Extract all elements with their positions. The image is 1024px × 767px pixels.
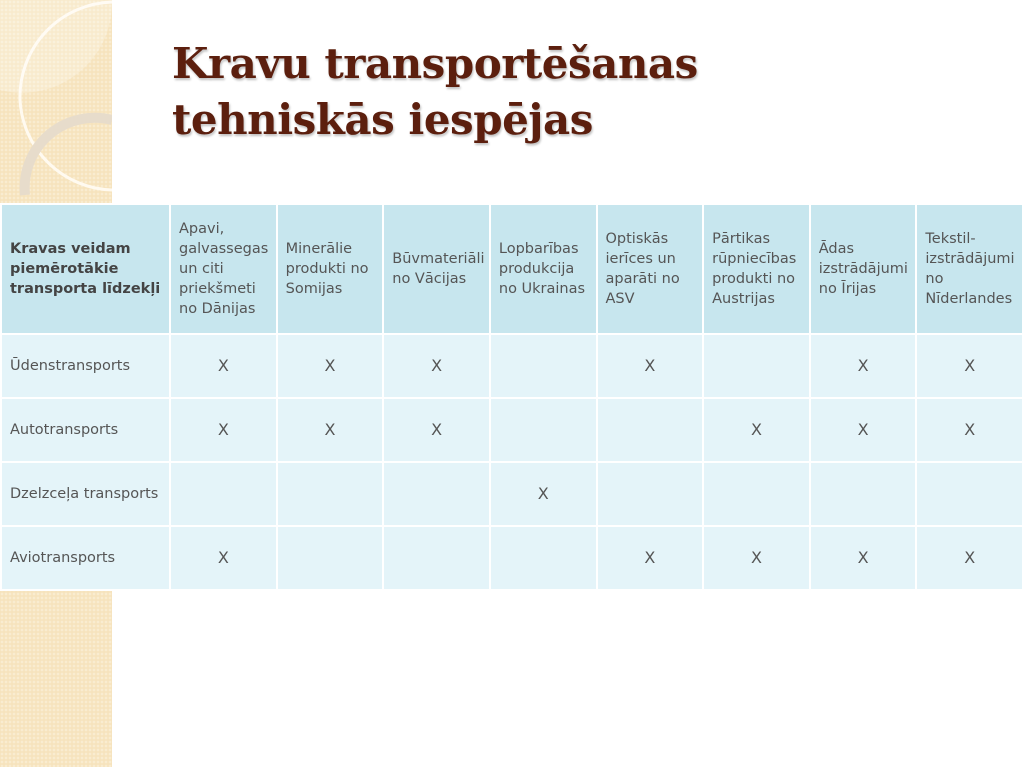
table-row	[1, 526, 1023, 590]
table-cell: X	[703, 398, 810, 462]
page-title	[172, 36, 698, 148]
table-cell	[490, 398, 597, 462]
title-line-1: Kravu transportēšanas	[172, 39, 698, 88]
table-cell	[597, 462, 704, 526]
table-cell: X	[170, 334, 277, 398]
transport-table	[0, 203, 1024, 591]
header-row	[1, 204, 1023, 334]
table-cell	[277, 462, 384, 526]
column-header: Būvmateriāli no Vācijas	[383, 204, 490, 334]
column-header: Apavi, galvassegas un citi priekšmeti no Dānijas	[170, 204, 277, 334]
column-header: Lopbarības produkcija no Ukrainas	[490, 204, 597, 334]
table-cell	[703, 462, 810, 526]
table-cell	[597, 398, 704, 462]
table-cell: X	[597, 334, 704, 398]
table-cell	[490, 334, 597, 398]
row-label: Ūdenstransports	[1, 334, 170, 398]
table-cell: X	[170, 526, 277, 590]
table-cell: X	[810, 334, 917, 398]
table-row	[1, 398, 1023, 462]
table-cell	[383, 526, 490, 590]
column-header: Tekstil-izstrādājumi no Nīderlandes	[916, 204, 1023, 334]
table-cell: X	[810, 398, 917, 462]
column-header: Optiskās ierīces un aparāti no ASV	[597, 204, 704, 334]
title-line-2: tehniskās iespējas	[172, 95, 593, 144]
table-cell: X	[916, 334, 1023, 398]
table-cell	[916, 462, 1023, 526]
column-header: Minerālie produkti no Somijas	[277, 204, 384, 334]
table-cell: X	[597, 526, 704, 590]
table-cell: X	[916, 398, 1023, 462]
row-label: Dzelzceļa transports	[1, 462, 170, 526]
table-cell: X	[277, 398, 384, 462]
column-header: Pārtikas rūpniecības produkti no Austrijas	[703, 204, 810, 334]
table-cell	[170, 462, 277, 526]
table-cell: X	[383, 334, 490, 398]
table-cell	[383, 462, 490, 526]
table-cell	[703, 334, 810, 398]
column-header: Ādas izstrādājumi no Īrijas	[810, 204, 917, 334]
table-cell	[277, 526, 384, 590]
table-cell	[490, 526, 597, 590]
table-cell: X	[277, 334, 384, 398]
table-cell: X	[383, 398, 490, 462]
row-label: Autotransports	[1, 398, 170, 462]
corner-header: Kravas veidam piemērotākie transporta līdzekļi	[1, 204, 170, 334]
table-cell: X	[916, 526, 1023, 590]
table-row	[1, 334, 1023, 398]
table-row	[1, 462, 1023, 526]
table-cell: X	[490, 462, 597, 526]
row-label: Aviotransports	[1, 526, 170, 590]
table-cell: X	[703, 526, 810, 590]
table-cell: X	[170, 398, 277, 462]
table-cell	[810, 462, 917, 526]
table-cell: X	[810, 526, 917, 590]
